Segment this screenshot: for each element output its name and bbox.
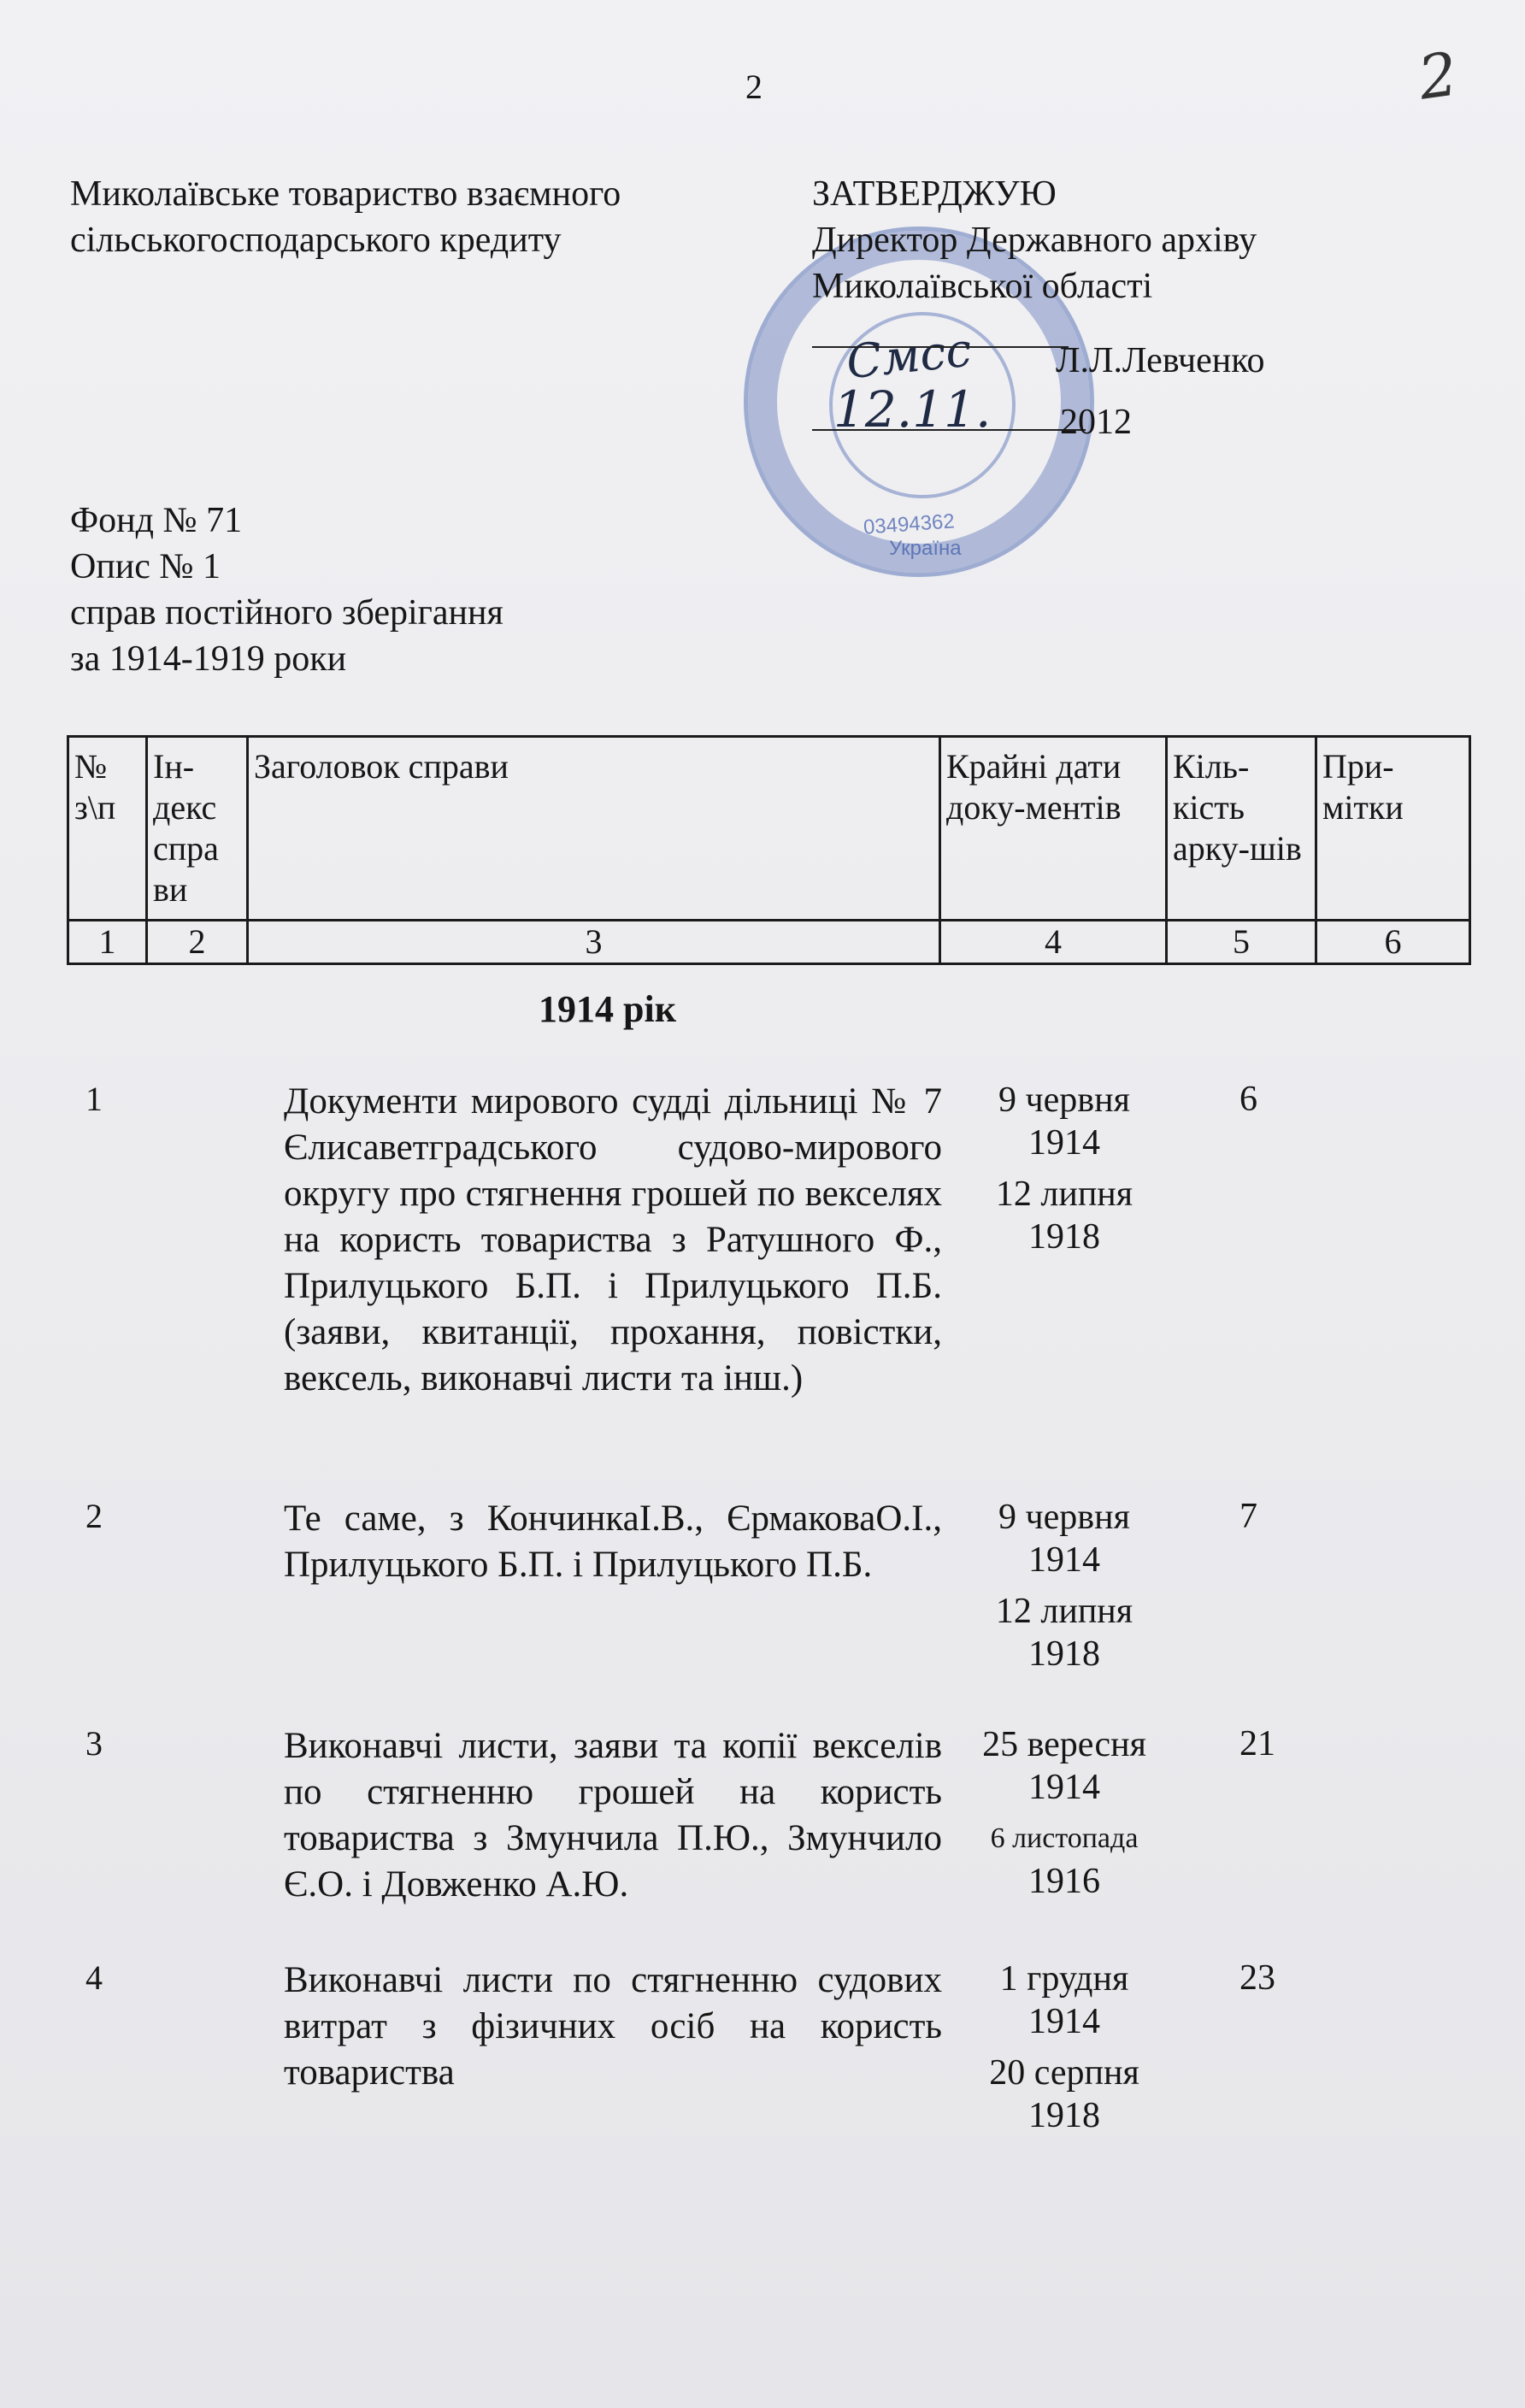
date-start-day: 9 червня <box>998 1080 1130 1120</box>
signer-name: Л.Л.Левченко <box>1056 341 1265 380</box>
item-dates <box>957 1079 1171 1258</box>
header-dates: Крайні дати доку-ментів <box>940 737 1167 921</box>
approve-line-2: Миколаївської області <box>812 267 1153 306</box>
item-title: Виконавчі листи по стягненню судових витрат з фізичних осіб на користь товариства <box>284 1960 942 2093</box>
fond-line-3: справ постійного зберігання <box>70 593 503 633</box>
date-end-day: 6 листопада <box>990 1822 1139 1854</box>
date-end-year: 1918 <box>1028 2096 1100 2135</box>
column-number: 3 <box>248 921 940 964</box>
fond-line-1: Фонд № 71 <box>70 501 243 540</box>
item-sheets: 7 <box>1239 1497 1257 1536</box>
fond-line-4: за 1914-1919 роки <box>70 639 347 679</box>
item-number: 3 <box>85 1724 103 1763</box>
date-start-day: 1 грудня <box>999 1959 1129 1999</box>
approval-block <box>812 171 1257 309</box>
item-number: 4 <box>85 1958 103 1997</box>
fond-info <box>70 497 503 682</box>
item-number: 2 <box>85 1497 103 1535</box>
handwritten-date: 12.11. <box>833 380 992 439</box>
inventory-table <box>67 735 1471 965</box>
signature-line <box>812 346 1069 348</box>
date-end-year: 1918 <box>1028 1634 1100 1674</box>
approve-title: ЗАТВЕРДЖУЮ <box>812 174 1057 214</box>
page-number: 2 <box>745 68 762 106</box>
item-dates <box>957 1723 1171 1903</box>
stamp-code: 03494362 <box>863 509 956 539</box>
item-dates <box>957 1496 1171 1675</box>
item-title: Те саме, з КончинкаІ.В., ЄрмаковаО.І., Прилуцького Б.П. і Прилуцького П.Б. <box>284 1498 942 1585</box>
column-number: 1 <box>68 921 147 964</box>
date-start-year: 1914 <box>1028 1540 1100 1580</box>
column-number: 4 <box>940 921 1167 964</box>
item-title: Документи мирового судді дільниці № 7 Єлисаветградського судово-мирового округу про стягнення грошей по векселях на користь товариства з Ратушного Ф., Прилуцького Б.П. і Прилуцького П.Б. (заяви, квитанції, прохання, повістки, вексель, виконавчі листи та інш.) <box>284 1081 942 1398</box>
org-line-2: сільськогосподарського кредиту <box>70 221 562 260</box>
signature: Смсс <box>844 322 974 390</box>
column-number-row <box>68 921 1470 964</box>
date-end-year: 1916 <box>1028 1862 1100 1901</box>
approval-year: 2012 <box>1060 403 1132 442</box>
header-title: Заголовок справи <box>248 737 940 921</box>
date-start-year: 1914 <box>1028 1768 1100 1807</box>
organization-name <box>70 171 621 263</box>
org-line-1: Миколаївське товариство взаємного <box>70 174 621 214</box>
column-number: 6 <box>1316 921 1470 964</box>
column-number: 2 <box>147 921 248 964</box>
date-line <box>812 429 1086 431</box>
date-start-day: 25 вересня <box>982 1725 1146 1764</box>
approve-line-1: Директор Державного архіву <box>812 221 1257 260</box>
item-sheets: 6 <box>1239 1080 1257 1119</box>
table-header-row <box>68 737 1470 921</box>
date-start-day: 9 червня <box>998 1498 1130 1537</box>
item-sheets: 21 <box>1239 1724 1275 1763</box>
item-title: Виконавчі листи, заяви та копії векселів по стягненню грошей на користь товариства з Змунчила П.Ю., Змунчило Є.О. і Довженко А.Ю. <box>284 1726 942 1905</box>
header-sheets: Кіль-кість арку-шів <box>1167 737 1316 921</box>
header-number: № з\п <box>68 737 147 921</box>
date-end-day: 20 серпня <box>989 2053 1139 2093</box>
date-start-year: 1914 <box>1028 1123 1100 1163</box>
section-year-heading: 1914 рік <box>539 988 677 1030</box>
item-number: 1 <box>85 1080 103 1118</box>
date-end-year: 1918 <box>1028 1217 1100 1257</box>
handwritten-page-number: 2 <box>1414 38 1463 114</box>
date-end-day: 12 липня <box>995 1592 1133 1631</box>
header-index: Ін-декс спра ви <box>147 737 248 921</box>
fond-line-2: Опис № 1 <box>70 547 221 586</box>
date-start-year: 1914 <box>1028 2002 1100 2041</box>
date-end-day: 12 липня <box>995 1175 1133 1214</box>
column-number: 5 <box>1167 921 1316 964</box>
stamp-country: Україна <box>889 537 962 560</box>
item-dates <box>957 1958 1171 2137</box>
item-sheets: 23 <box>1239 1958 1275 1998</box>
header-notes: При-мітки <box>1316 737 1470 921</box>
